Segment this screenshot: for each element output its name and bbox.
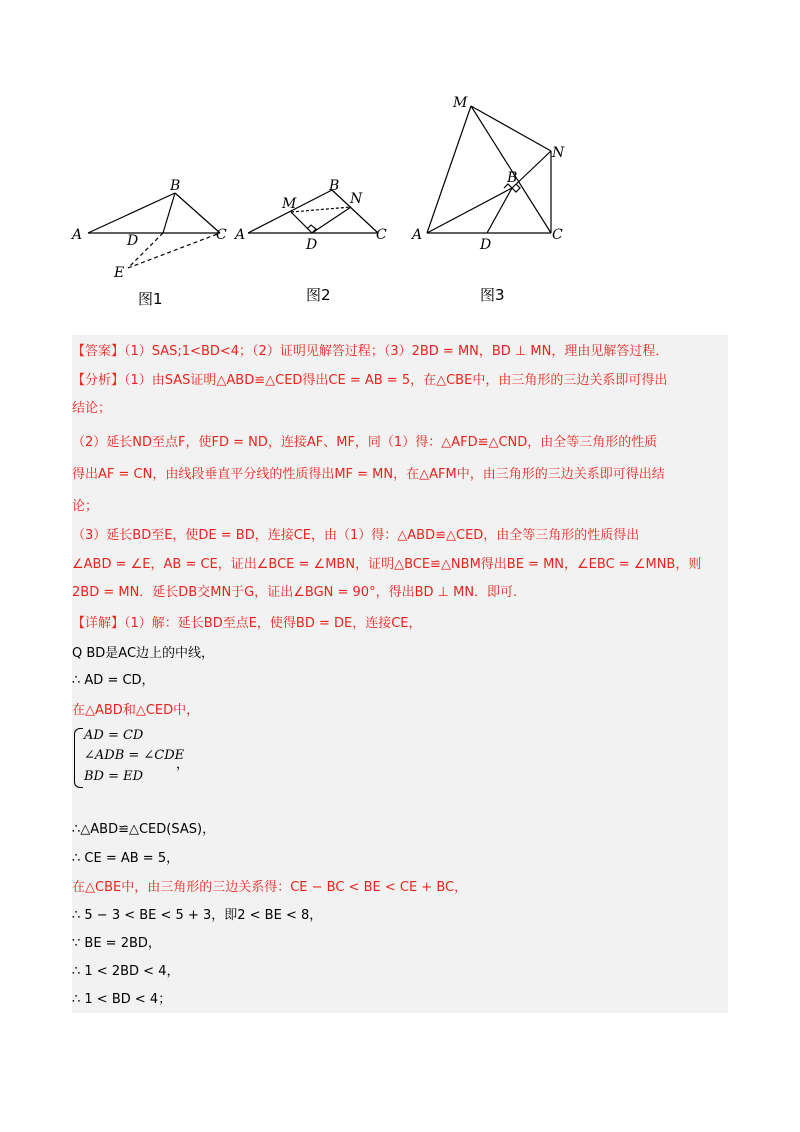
detail-line-3: ∴ AD = CD， <box>72 673 155 688</box>
fig1-vertex-label: B <box>170 178 181 194</box>
analysis-line-4: 得出AF = CN，由线段垂直平分线的性质得出MF = MN，在△AFM中，由三角形的三边关系即可得出结 <box>72 467 665 482</box>
fig1-segment-BC <box>175 193 220 233</box>
system-brace <box>74 728 83 788</box>
fig2-vertex-label: C <box>376 227 387 243</box>
analysis-line-3: （2）延长ND至点F，使FD = ND，连接AF、MF，同（1）得：△AFD≌△CND，由全等三角形的性质 <box>72 435 658 450</box>
analysis-line-8: 2BD = MN．延长DB交MN于G，证出∠BGN = 90°，得出BD ⊥ MN．即可. <box>72 585 518 600</box>
fig1-vertex-label: C <box>216 227 227 243</box>
figure-3-caption: 图3 <box>480 286 505 304</box>
fig2-segment-MN <box>291 207 351 212</box>
detail-line-8: ∴ 5 − 3 < BE < 5 + 3，即2 < BE < 8， <box>72 908 323 923</box>
analysis-line-6: （3）延长BD至E，使DE = BD，连接CE，由（1）得：△ABD≌△CED，由全等三角形的性质得出 <box>72 528 640 543</box>
fig3-vertex-label: M <box>453 95 468 111</box>
system-line-2: ∠ADB = ∠CDE <box>84 748 185 763</box>
fig2-segment-MD <box>291 212 312 233</box>
fig2-vertex-label: D <box>306 237 318 253</box>
system-line-1: AD = CD <box>84 728 144 743</box>
fig3-vertex-label: B <box>507 170 518 186</box>
detail-line-2: Q BD是AC边上的中线， <box>72 646 215 661</box>
detail-line-5: ∴△ABD≌△CED(SAS)， <box>72 822 216 837</box>
fig3-vertex-label: C <box>552 227 563 243</box>
figures-area <box>60 90 760 320</box>
answer-line: 【答案】（1）SAS;1<BD<4；（2）证明见解答过程；（3）2BD = MN，BD ⊥ MN，理由见解答过程． <box>72 344 669 359</box>
analysis-line-5: 论； <box>72 499 99 514</box>
detail-line-9: ∵ BE = 2BD， <box>72 936 161 951</box>
fig1-vertex-label: D <box>127 233 139 249</box>
solution-panel <box>72 335 728 1013</box>
analysis-line-2: 结论； <box>72 401 112 416</box>
fig2-segment-DN <box>312 207 351 233</box>
fig3-segment-BN <box>512 151 551 188</box>
fig3-segment-MN <box>471 106 551 151</box>
fig2-vertex-label: M <box>282 196 297 212</box>
fig1-segment-AB <box>88 193 175 233</box>
detail-line-6: ∴ CE = AB = 5， <box>72 851 180 866</box>
detail-line-7: 在△CBE中，由三角形的三边关系得：CE − BC < BE < CE + BC， <box>72 880 468 895</box>
system-line-3: BD = ED <box>84 769 144 784</box>
fig3-vertex-label: N <box>552 145 565 161</box>
detail-line-4: 在△ABD和△CED中， <box>72 703 200 718</box>
fig1-segment-BD <box>163 193 175 233</box>
geometry-figures <box>60 90 760 320</box>
detail-line-11: ∴ 1 < BD < 4； <box>72 992 172 1007</box>
fig1-segment-EC <box>128 233 220 268</box>
fig3-segment-AM <box>427 106 471 233</box>
detail-line-1: 【详解】（1）解：延长BD至点E，使得BD = DE，连接CE， <box>72 616 422 631</box>
figure-2-caption: 图2 <box>306 286 331 304</box>
system-tail: ， <box>176 757 190 772</box>
fig1-vertex-label: E <box>114 265 125 281</box>
fig1-vertex-label: A <box>72 227 83 243</box>
analysis-line-7: ∠ABD = ∠E，AB = CE，证出∠BCE = ∠MBN，证明△BCE≌△NBM得出BE = MN，∠EBC = ∠MNB，则 <box>72 557 702 572</box>
fig2-vertex-label: N <box>350 191 363 207</box>
analysis-line-1: 【分析】（1）由SAS证明△ABD≌△CED得出CE = AB = 5，在△CBE中，由三角形的三边关系即可得出 <box>72 373 668 388</box>
detail-line-10: ∴ 1 < 2BD < 4， <box>72 964 180 979</box>
fig2-vertex-label: B <box>329 178 340 194</box>
fig3-vertex-label: A <box>412 227 423 243</box>
fig2-vertex-label: A <box>235 227 246 243</box>
fig3-vertex-label: D <box>480 237 492 253</box>
figure-1-caption: 图1 <box>138 290 163 308</box>
